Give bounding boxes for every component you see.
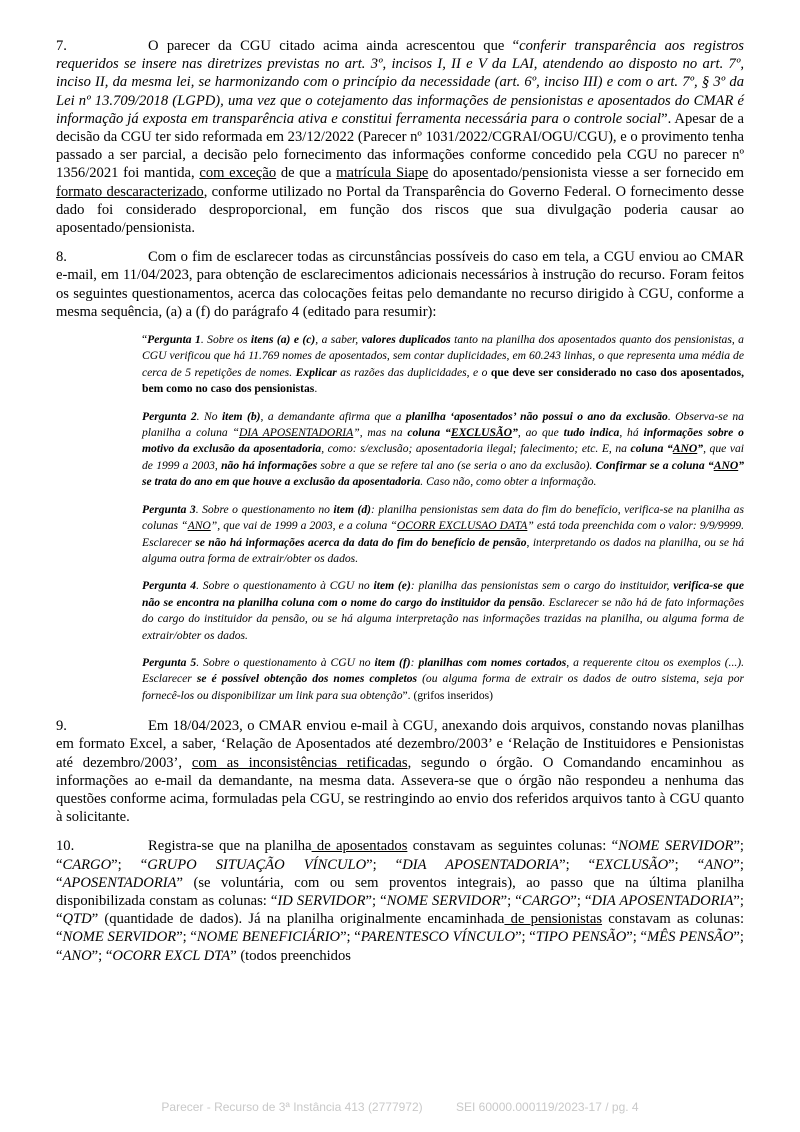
page-footer: [0, 1100, 800, 1114]
question-2: [142, 409, 744, 491]
question-label: Pergunta 5: [142, 655, 197, 669]
paragraph-number: 8.: [56, 249, 67, 266]
text: ” (quantidade de dados). Já na planilha originalmente encaminhada: [91, 911, 505, 928]
column-name: TIPO PENSÃO: [535, 929, 627, 946]
text: ”, mas na: [353, 426, 408, 440]
text: , ao que: [517, 426, 564, 440]
column-name: OCORR EXCL DTA: [112, 947, 231, 964]
column-name: APOSENTADORIA: [62, 874, 177, 891]
text: Confirmar se a coluna “: [595, 458, 714, 472]
text: ”; “: [668, 856, 705, 873]
column-name: QTD: [62, 911, 92, 928]
text: item (e): [373, 579, 411, 593]
text: planilhas com nomes cortados: [418, 655, 567, 669]
text: ”; “: [500, 893, 522, 909]
text: , segundo o órgão. O Comandando encaminhou as informações ao e-mail da demandante, na mesma data. Assevera-se que o órgão não respondeu a nenhuma das questões conforme acima, formuladas pela CGU, se restringindo ao envio dos referidos arquivos tanto à CGU quanto à solicitante.: [56, 754, 744, 826]
underlined-text: matrícula Siape: [336, 165, 429, 182]
text: tudo indica: [563, 426, 620, 440]
text: EXCLUSÃO: [450, 426, 513, 440]
text: : planilha das pensionistas sem o cargo do instituidor,: [410, 579, 674, 593]
underlined-text: de aposentados: [311, 838, 408, 855]
text: DIA APOSENTADORIA: [238, 426, 354, 440]
paragraph-9: [56, 717, 744, 826]
text: item (b): [221, 409, 261, 423]
text: .: [314, 382, 318, 396]
text: ”; “: [56, 838, 744, 873]
underlined-text: com exceção: [199, 165, 277, 182]
text: “: [142, 333, 148, 347]
text: : planilha pensionistas sem data do fim do benefício, verifica-se na planilha as colunas “: [142, 502, 744, 533]
question-3: [142, 502, 744, 568]
question-4: [142, 578, 744, 644]
text: que deve ser considerado no caso dos aposentados, bem como no caso dos pensionistas: [142, 365, 744, 396]
text: . Sobre o questionamento à CGU no: [196, 579, 374, 593]
text: Em 18/04/2023, o CMAR enviou e-mail à CGU, anexando dois arquivos, constando novas planilhas em formato Excel, a saber, ‘Relação de Aposentados até dezembro/2003’ e ‘Relação de Instituidores e Pensionistas até dezembro/2003’,: [56, 718, 744, 771]
text: . Caso não, como obter a informação.: [420, 475, 597, 489]
question-label: Pergunta 4: [142, 579, 197, 593]
column-name: ID SERVIDOR: [277, 893, 366, 909]
text: ”; “: [365, 893, 387, 909]
text: coluna “: [630, 442, 673, 456]
text: ”; “: [91, 947, 113, 964]
text: tanto na planilha dos aposentados quanto dos pensionistas, a CGU verificou que há 11.769 nomes de aposentados, sem contar duplicidades, em 60.243 linhas, o que representa uma média de cerca de 5 repetições de nomes.: [142, 333, 744, 379]
column-name: NOME BENEFICIÁRIO: [196, 929, 341, 946]
text: ANO: [713, 458, 739, 472]
paragraph-7: [56, 37, 744, 237]
text: ”: [512, 426, 518, 440]
text: , como: s/exclusão; aposentadoria ilegal; falecimento; etc. E, na: [321, 442, 631, 456]
text: Explicar: [295, 365, 337, 379]
text: , interpretando os dados na planilha, ou se há alguma outra forma de extrair/obter os dados.: [142, 535, 744, 565]
text: , há: [619, 426, 644, 440]
column-name: GRUPO SITUAÇÃO VÍNCULO: [147, 856, 367, 873]
paragraph-number: 7.: [56, 38, 67, 54]
column-name: MÊS PENSÃO: [647, 929, 734, 946]
text: , a requerente citou os exemplos (...). Esclarecer: [142, 655, 745, 686]
text: . Sobre os: [200, 333, 251, 347]
text: sobre a que se refere tal ano (se seria o ano da exclusão).: [317, 458, 596, 472]
text: Registra-se que na planilha: [148, 838, 312, 855]
text: ”; “: [626, 929, 647, 946]
text: ” (se voluntária, com ou sem proventos integrais), ao passo que na última planilha disponibilizada constam as colunas: “: [56, 874, 744, 909]
paragraph-10: [56, 837, 744, 964]
column-name: NOME SERVIDOR: [386, 893, 501, 909]
question-label: Pergunta 1: [147, 333, 201, 347]
question-label: Pergunta 2: [142, 409, 197, 423]
column-name: PARENTESCO VÍNCULO: [360, 929, 516, 946]
column-name: ANO: [704, 856, 734, 873]
text: ”; “: [56, 893, 744, 928]
document-page: [56, 37, 744, 976]
column-name: NOME SERVIDOR: [618, 838, 734, 855]
underlined-text: com as inconsistências retificadas: [191, 754, 408, 771]
question-1: [142, 332, 744, 398]
text: ”, que vai de 1999 a 2003, e a coluna “: [210, 519, 397, 533]
text: ANO: [187, 519, 211, 533]
text: informações sobre o motivo da exclusão da aposentadoria: [142, 426, 744, 456]
text: ANO: [672, 442, 698, 456]
text: ”; “: [56, 929, 744, 964]
paragraph-number: 9.: [56, 718, 67, 735]
text: , a demandante afirma que a: [260, 409, 406, 423]
text: ”; “: [515, 929, 536, 946]
text: . No: [196, 409, 222, 423]
text: ”: [697, 442, 704, 456]
text: verifica-se que não se encontra na planilha coluna com o nome do cargo do instituidor da pensão: [142, 579, 744, 609]
text: ” está toda preenchida com o valor: 9/9/9999. Esclarecer: [142, 519, 744, 549]
footer-document-ref: Parecer - Recurso de 3ª Instância 413 (2777972): [161, 1100, 423, 1114]
question-label: Pergunta 3: [142, 502, 196, 516]
text: . Sobre o questionamento à CGU no: [196, 655, 375, 669]
column-name: ANO: [62, 947, 92, 964]
question-5: [142, 655, 744, 704]
footer-process-number: SEI 60000.000119/2023-17 / pg. 4: [456, 1100, 639, 1114]
text: não há informações: [221, 458, 318, 472]
text: as razões das duplicidades, e o: [336, 365, 491, 379]
text: (ou alguma forma de extrair os dados de outro sistema, seja por fornecê-los ou disponibilizar um link para sua obtenção: [142, 672, 744, 702]
text: item (d): [333, 502, 371, 516]
paragraph-number: 10.: [56, 838, 75, 855]
text: ”; “: [340, 929, 361, 946]
text: ”; “: [56, 856, 744, 891]
text: ”. Apesar de a decisão da CGU ter sido reformada em 23/12/2022 (Parecer nº 1031/2022/CGRAI/OGU/CGU), e o provimento tenha passado a ser parcial, a decisão pelo fornecimento das informações conforme concedido pela CGU no parecer nº 1356/2021 foi mantida,: [56, 110, 744, 182]
text: ”. (grifos inseridos): [402, 688, 494, 702]
text: ”; “: [366, 856, 403, 873]
text: valores duplicados: [361, 333, 451, 347]
text: :: [410, 655, 419, 669]
underlined-text: de pensionistas: [504, 911, 603, 928]
text: . Esclarecer se não há de fato informações do cargo do instituidor da pensão, ou se há alguma interpretação nas informações trazidas na planilha, ou alguma forma de extrair/obter os dados.: [142, 595, 744, 642]
text: Com o fim de esclarecer todas as circunstâncias possíveis do caso em tela, a CGU enviou ao CMAR e-mail, em 11/04/2023, para obtenção de esclarecimentos adicionais necessários à instrução do recurso. Foram feitos os seguintes questionamentos, acerca das colocações feitas pelo demandante no recurso dirigido à CGU, conforme a mesma sequência, (a) a (f) do parágrafo 4 (editado para resumir):: [56, 249, 744, 320]
text: se é possível obtenção dos nomes completos: [196, 672, 418, 686]
text: ” se trata do ano em que houve a exclusão da aposentadoria: [142, 458, 745, 489]
text: O parecer da CGU citado acima ainda acrescentou que “: [148, 38, 520, 54]
text: do aposentado/pensionista viesse a ser fornecido em: [428, 165, 744, 182]
text: se não há informações acerca da data do fim do benefício de pensão: [195, 535, 527, 549]
text: coluna “: [407, 426, 451, 440]
text: de que a: [276, 165, 337, 182]
text: planilha ‘aposentados’ não possui o ano da exclusão: [405, 409, 668, 423]
text: item (f): [374, 655, 411, 669]
quoted-text: conferir transparência aos registros requeridos se insere nas diretrizes previstas no art. 3º, incisos I, II e V da LAI, atendendo ao disposto no art. 7º, inciso II, da mesma lei, se harmonizando com o princípio da necessidade (art. 6º, inciso III) e com o art. 7º, § 3º da Lei nº 13.709/2018 (LGPD), uma vez que o cotejamento das informações de pensionistas e aposentados do CMAR é informação já exposta em transparência ativa e constitui ferramenta necessária para o controle social: [56, 38, 744, 127]
column-name: DIA APOSENTADORIA: [591, 893, 734, 909]
text: ”; “: [559, 856, 596, 873]
text: constavam as seguintes colunas: “: [407, 838, 619, 855]
text: OCORR EXCLUSAO DATA: [396, 519, 528, 533]
text: . Sobre o questionamento no: [195, 502, 334, 516]
paragraph-8: [56, 248, 744, 321]
text: ”; “: [111, 856, 148, 873]
text: , a saber,: [315, 333, 362, 347]
text: . Observa-se na planilha a coluna “: [142, 409, 744, 440]
text: ” (todos preenchidos: [230, 947, 351, 964]
text: itens (a) e (c): [250, 333, 316, 347]
column-name: NOME SERVIDOR: [62, 929, 177, 946]
column-name: EXCLUSÃO: [595, 856, 669, 873]
column-name: DIA APOSENTADORIA: [402, 856, 560, 873]
text: ”; “: [176, 929, 197, 946]
column-name: CARGO: [62, 856, 112, 873]
text: constavam as colunas: “: [56, 911, 744, 946]
text: ”; “: [570, 893, 592, 909]
column-name: CARGO: [521, 893, 571, 909]
text: , que vai de 1999 a 2003,: [142, 442, 745, 472]
block-quote: [142, 332, 744, 704]
underlined-text: formato descaracterizado: [56, 183, 204, 200]
text: , conforme utilizado no Portal da Transparência do Governo Federal. O fornecimento desse dado foi considerado desproporcional, em função dos riscos que sua divulgação poderia causar ao aposentado/pensionista.: [56, 183, 744, 237]
